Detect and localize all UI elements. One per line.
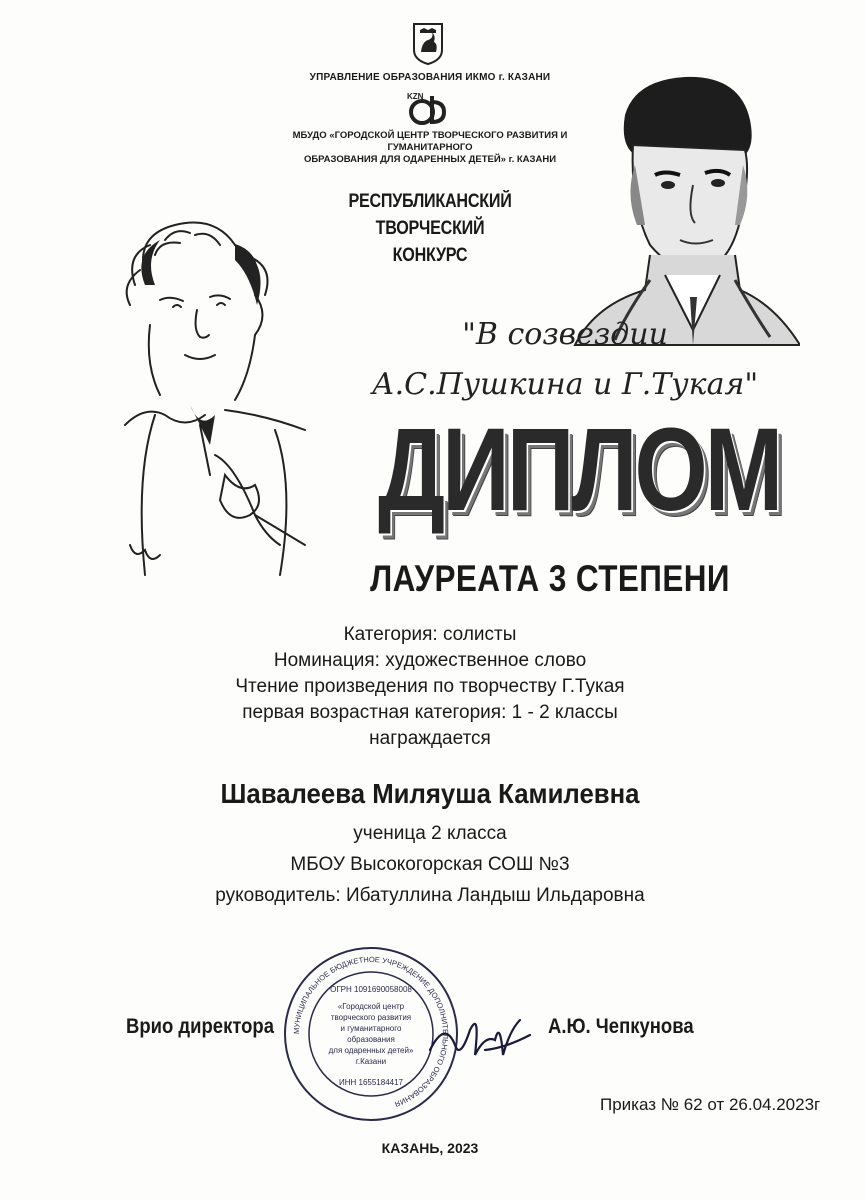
recipient-name: Шавалеева Миляуша Камилевна	[220, 778, 640, 809]
kazan-emblem-icon	[412, 22, 444, 66]
contest-type	[303, 188, 558, 269]
center-name-line2: ОБРАЗОВАНИЯ ДЛЯ ОДАРЕННЫХ ДЕТЕЙ» г. КАЗАНИ	[303, 154, 557, 165]
recipient-grade: ученица 2 класса	[353, 823, 507, 844]
stamp-line1: «Городской центр	[337, 1002, 405, 1011]
stamp-line2: творческого развития	[330, 1013, 412, 1022]
recipient-school: МБОУ Высокогорская СОШ №3	[290, 854, 570, 875]
stamp-line4: образования	[347, 1035, 395, 1044]
work-line: Чтение произведения по творчеству Г.Тукая	[235, 676, 625, 697]
stamp-line5: для одаренных детей»	[328, 1046, 414, 1055]
director-signature	[425, 1000, 535, 1080]
city-year: КАЗАНЬ, 2023	[381, 1140, 479, 1156]
center-name-line1: МБУДО «ГОРОДСКОЙ ЦЕНТР ТВОРЧЕСКОГО РАЗВИТИЯ И ГУМАНИТАРНОГО	[292, 130, 568, 153]
director-title: Врио директора	[126, 1015, 274, 1038]
stamp-line6: г.Казани	[355, 1057, 387, 1066]
age-category-line: первая возрастная категория: 1 - 2 классы	[242, 702, 618, 723]
nomination-line: Номинация: художественное слово	[273, 650, 587, 671]
category-line: Категория: солисты	[343, 624, 517, 645]
contest-type-line2: КОНКУРС	[392, 245, 468, 266]
award-details	[130, 622, 730, 752]
stamp-line3: и гуманитарного	[340, 1024, 402, 1033]
stamp-ogrn: ОГРН 1091690058008	[330, 985, 412, 994]
recipient-supervisor: руководитель: Ибатуллина Ландыш Ильдаровна	[215, 885, 645, 906]
center-logo-icon	[402, 90, 452, 126]
stamp-ring-text: МУНИЦИПАЛЬНОЕ БЮДЖЕТНОЕ УЧРЕЖДЕНИЕ ДОПОЛНИТЕЛЬНОГО ОБРАЗОВАНИЯ	[291, 954, 451, 1109]
recipient-info	[130, 818, 730, 911]
director-name: А.Ю. Чепкунова	[548, 1015, 694, 1038]
contest-name-line1: "В созвездии	[462, 317, 668, 352]
diploma-title: ДИПЛОМ	[378, 404, 781, 536]
org-line: УПРАВЛЕНИЕ ОБРАЗОВАНИЯ ИКМО г. КАЗАНИ	[309, 72, 551, 83]
order-number: Приказ № 62 от 26.04.2023г	[600, 1095, 821, 1114]
contest-name-line2: А.С.Пушкина и Г.Тукая"	[371, 367, 759, 402]
stamp-inn: ИНН 1655184417	[338, 1078, 404, 1087]
contest-name	[340, 310, 790, 410]
laureate-degree: ЛАУРЕАТА 3 СТЕПЕНИ	[370, 558, 730, 599]
awarded-line: награждается	[369, 728, 491, 749]
pushkin-portrait-sketch	[105, 215, 325, 595]
logo-text: KZN	[407, 92, 424, 101]
contest-type-line1: РЕСПУБЛИКАНСКИЙ ТВОРЧЕСКИЙ	[348, 191, 512, 239]
